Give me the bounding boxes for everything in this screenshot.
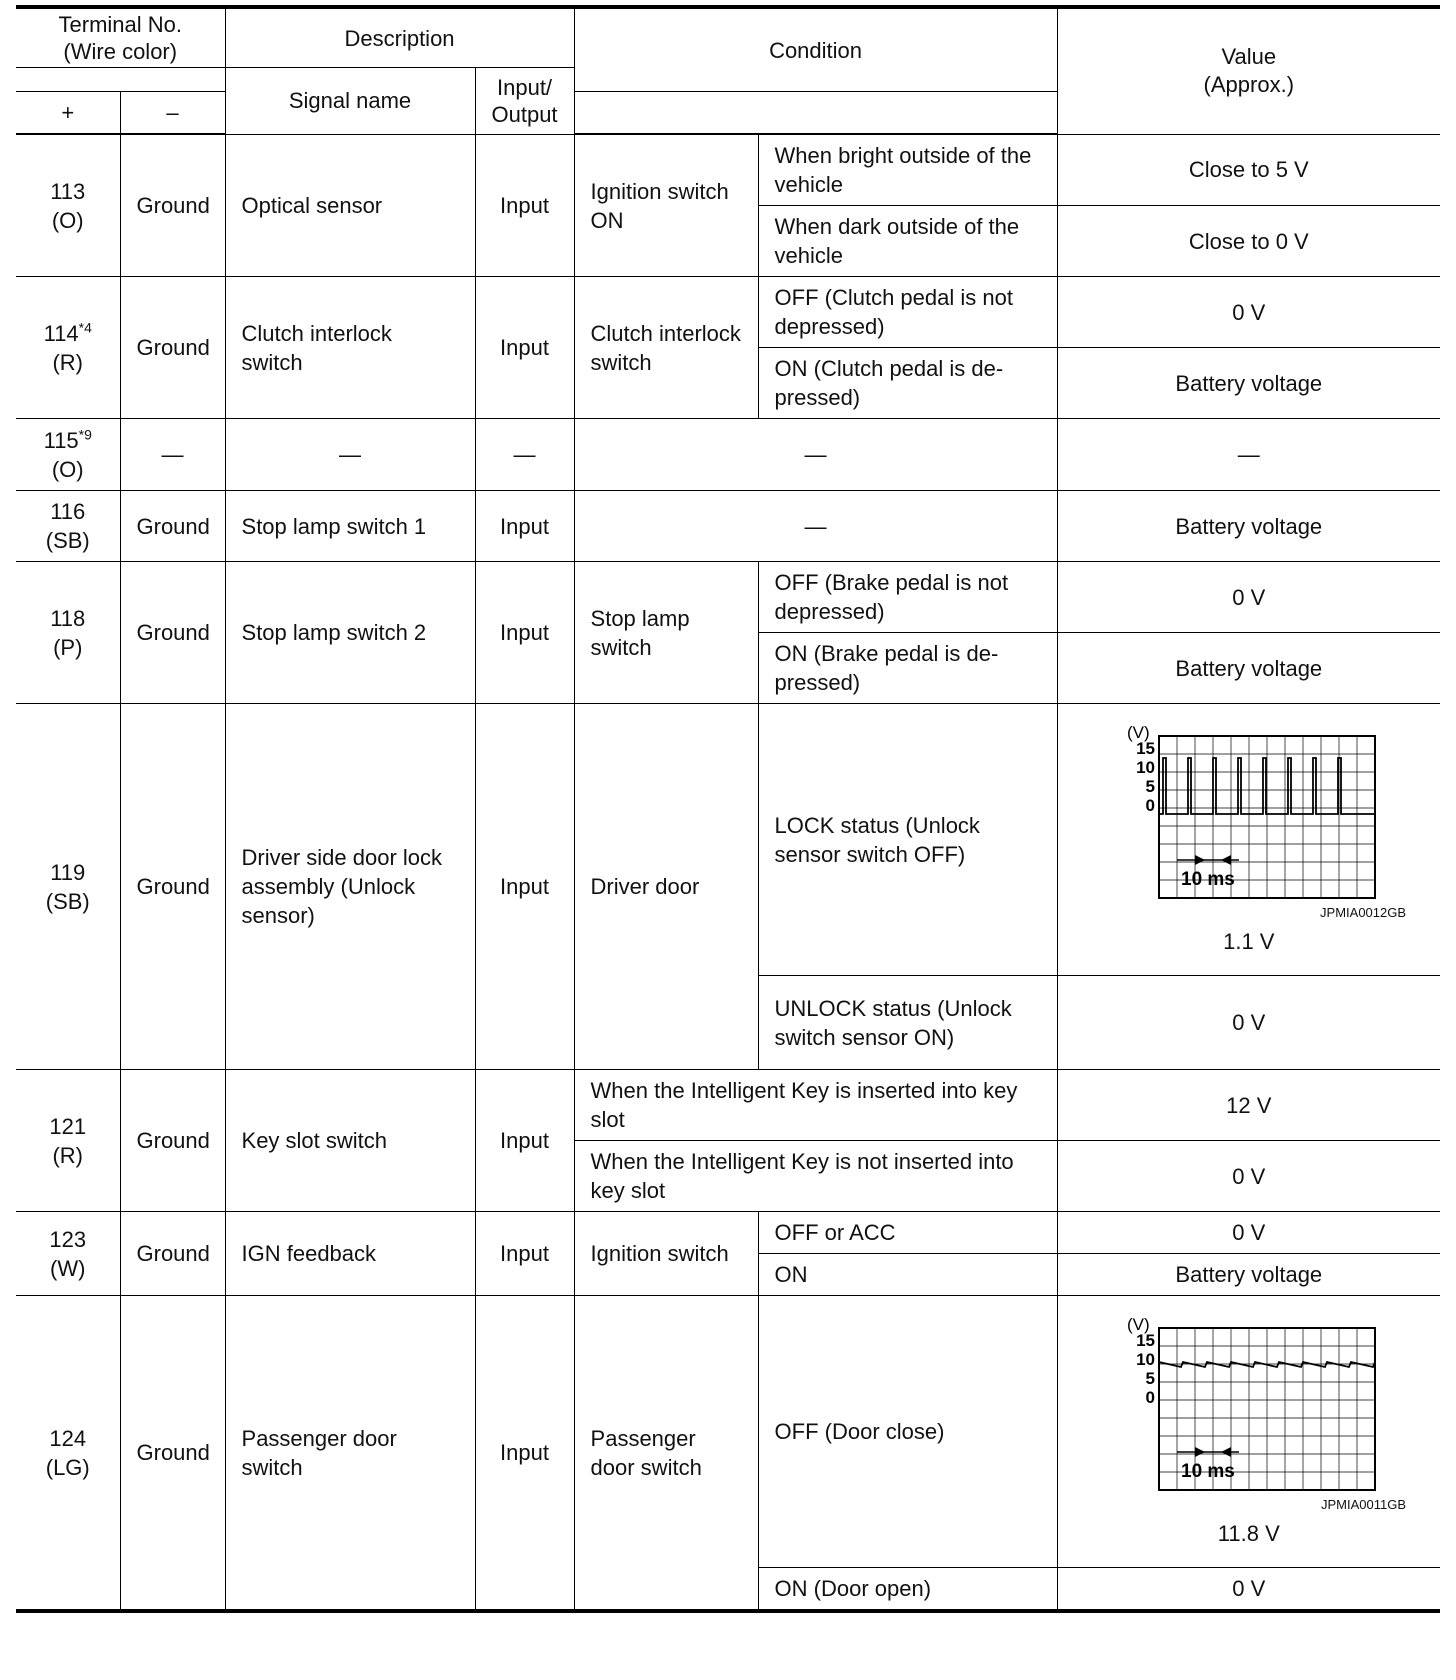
io-cell: — <box>475 419 574 491</box>
table-row <box>16 704 1440 976</box>
sub-condition-cell: OFF (Brake pedal is not depressed) <box>758 562 1057 633</box>
io-cell: Input <box>475 562 574 704</box>
io-cell: Input <box>475 491 574 562</box>
time-scale-label: 10 ms <box>1180 868 1235 890</box>
minus-cell: Ground <box>120 277 225 419</box>
y-tick-label: 10 <box>1135 1349 1155 1369</box>
sub-condition-cell: ON (Brake pedal is de-pressed) <box>758 633 1057 704</box>
signal-cell: IGN feedback <box>225 1212 475 1296</box>
value-cell: — <box>1057 419 1440 491</box>
terminal-cell: 114$^{*4}$ (R) <box>16 277 120 419</box>
io-cell: Input <box>475 277 574 419</box>
value-cell <box>1057 1296 1440 1568</box>
condition-cell: When the Intelligent Key is inserted into key slot <box>574 1070 1057 1141</box>
value-cell: Battery voltage <box>1057 491 1440 562</box>
signal-cell: Clutch interlock switch <box>225 277 475 419</box>
signal-cell: Passenger door switch <box>225 1296 475 1612</box>
value-cell: Close to 0 V <box>1057 206 1440 277</box>
signal-cell: — <box>225 419 475 491</box>
terminal-cell: 121 (R) <box>16 1070 120 1212</box>
minus-cell: Ground <box>120 1070 225 1212</box>
io-cell: Input <box>475 1212 574 1296</box>
value-cell: 0 V <box>1057 976 1440 1070</box>
y-tick-label: 15 <box>1135 1330 1155 1350</box>
io-cell: Input <box>475 704 574 1070</box>
terminal-cell: 119 (SB) <box>16 704 120 1070</box>
sub-condition-cell: When bright outside of the vehicle <box>758 134 1057 206</box>
value-cell: 0 V <box>1057 277 1440 348</box>
signal-cell: Key slot switch <box>225 1070 475 1212</box>
y-tick-label: 15 <box>1135 738 1155 758</box>
minus-cell: Ground <box>120 562 225 704</box>
terminal-cell: 123 (W) <box>16 1212 120 1296</box>
minus-cell: — <box>120 419 225 491</box>
y-tick-label: 0 <box>1145 1387 1155 1407</box>
sub-condition-cell: OFF (Clutch pedal is not depressed) <box>758 277 1057 348</box>
signal-cell: Driver side door lock assembly (Unlock sensor) <box>225 704 475 1070</box>
value-cell: Battery voltage <box>1057 633 1440 704</box>
terminal-cell: 118 (P) <box>16 562 120 704</box>
value-cell: Battery voltage <box>1057 348 1440 419</box>
terminal-cell: 115$^{*9}$ (O) <box>16 419 120 491</box>
sub-condition-cell: ON (Door open) <box>758 1568 1057 1612</box>
pulse-waveform-figure <box>1099 724 1399 904</box>
y-unit-label: (V) <box>1126 723 1150 742</box>
condition-cell: — <box>574 419 1057 491</box>
terminal-cell: 113 (O) <box>16 134 120 277</box>
condition-cell: When the Intelligent Key is not inserted into key slot <box>574 1141 1057 1212</box>
header-terminal: Terminal No. (Wire color) <box>16 7 225 68</box>
value-cell: 12 V <box>1057 1070 1440 1141</box>
value-cell: 0 V <box>1057 1212 1440 1254</box>
minus-cell: Ground <box>120 491 225 562</box>
sub-condition-cell: ON (Clutch pedal is de-pressed) <box>758 348 1057 419</box>
condition-cell: Passenger door switch <box>574 1296 758 1612</box>
y-unit-label: (V) <box>1126 1315 1150 1334</box>
minus-cell: Ground <box>120 1296 225 1612</box>
table-row <box>16 277 1440 348</box>
figure-code: JPMIA0012GB <box>1320 904 1407 920</box>
sawtooth-waveform-figure <box>1099 1316 1399 1496</box>
y-tick-label: 10 <box>1135 757 1155 777</box>
header-minus: – <box>120 92 225 135</box>
time-scale-label: 10 ms <box>1180 1460 1235 1482</box>
terminal-table <box>16 5 1440 1613</box>
value-cell <box>1057 704 1440 976</box>
condition-cell: Stop lamp switch <box>574 562 758 704</box>
table-row <box>16 419 1440 491</box>
value-text: 11.8 V <box>1217 1520 1280 1546</box>
condition-cell: Clutch interlock switch <box>574 277 758 419</box>
value-cell: 0 V <box>1057 1141 1440 1212</box>
y-tick-label: 5 <box>1145 1368 1155 1388</box>
minus-cell: Ground <box>120 134 225 277</box>
sub-condition-cell: LOCK status (Unlock sensor switch OFF) <box>758 704 1057 976</box>
value-text: 1.1 V <box>1223 928 1275 954</box>
y-tick-label: 5 <box>1145 776 1155 796</box>
value-cell: Battery voltage <box>1057 1254 1440 1296</box>
header-description: Description <box>225 7 574 68</box>
sub-condition-cell: ON <box>758 1254 1057 1296</box>
terminal-cell: 124 (LG) <box>16 1296 120 1612</box>
header-signal-name: Signal name <box>225 68 475 135</box>
header-plus: + <box>16 92 120 135</box>
table-row <box>16 491 1440 562</box>
signal-cell: Stop lamp switch 2 <box>225 562 475 704</box>
signal-cell: Stop lamp switch 1 <box>225 491 475 562</box>
header-input-output: Input/ Output <box>475 68 574 135</box>
sub-condition-cell: OFF (Door close) <box>758 1296 1057 1568</box>
sub-condition-cell: UNLOCK status (Unlock switch sensor ON) <box>758 976 1057 1070</box>
table-row <box>16 1070 1440 1141</box>
condition-cell: — <box>574 491 1057 562</box>
header-value: Value (Approx.) <box>1057 7 1440 134</box>
value-cell: Close to 5 V <box>1057 134 1440 206</box>
condition-cell: Driver door <box>574 704 758 1070</box>
value-cell: 0 V <box>1057 1568 1440 1612</box>
figure-code: JPMIA0011GB <box>1321 1496 1407 1512</box>
header-terminal-spacer <box>16 68 225 92</box>
table-row <box>16 1296 1440 1568</box>
sub-condition-cell: When dark outside of the vehicle <box>758 206 1057 277</box>
sub-condition-cell: OFF or ACC <box>758 1212 1057 1254</box>
table-row <box>16 1212 1440 1254</box>
value-cell: 0 V <box>1057 562 1440 633</box>
condition-cell: Ignition switch ON <box>574 134 758 277</box>
terminal-cell: 116 (SB) <box>16 491 120 562</box>
io-cell: Input <box>475 1070 574 1212</box>
y-tick-label: 0 <box>1145 795 1155 815</box>
table-row <box>16 562 1440 633</box>
minus-cell: Ground <box>120 704 225 1070</box>
io-cell: Input <box>475 134 574 277</box>
condition-cell: Ignition switch <box>574 1212 758 1296</box>
minus-cell: Ground <box>120 1212 225 1296</box>
header-condition: Condition <box>574 7 1057 92</box>
io-cell: Input <box>475 1296 574 1612</box>
header-condition-spacer <box>574 92 1057 135</box>
signal-cell: Optical sensor <box>225 134 475 277</box>
table-row <box>16 134 1440 206</box>
